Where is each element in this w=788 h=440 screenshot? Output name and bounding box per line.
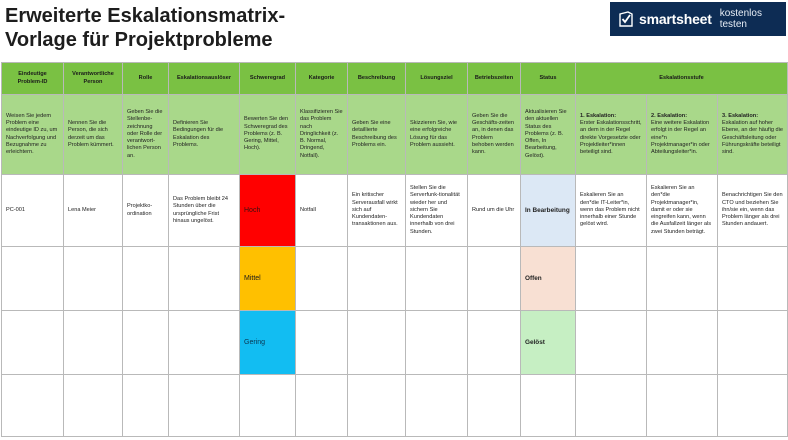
cell-id[interactable]: [2, 247, 64, 311]
col-header-description: Beschreibung: [348, 63, 406, 95]
cell-description[interactable]: [348, 311, 406, 375]
cell-hours[interactable]: [468, 311, 521, 375]
cell-category[interactable]: Notfall: [296, 175, 348, 247]
col-header-trigger: Eskalationsauslöser: [169, 63, 240, 95]
cell-level-1[interactable]: Eskalieren Sie an den*die IT-Leiter*in, wenn das Problem nicht innerhalb einer Stunde gelöst wird.: [576, 175, 647, 247]
desc-level-2-title: 2. Eskalation:: [651, 112, 688, 119]
table-row: [2, 247, 788, 311]
cell-person[interactable]: [64, 375, 123, 437]
cell-status-open[interactable]: Offen: [521, 247, 576, 311]
cell-id[interactable]: PC-001: [2, 175, 64, 247]
cell-goal[interactable]: [406, 311, 468, 375]
cell-hours[interactable]: [468, 247, 521, 311]
cell-role[interactable]: [123, 375, 169, 437]
free-trial-link[interactable]: kostenlos testen: [719, 8, 762, 30]
desc-role: Geben Sie die Stellenbe-zeichnung oder Rolle der verantwort-lichen Person an.: [123, 95, 169, 175]
desc-level-1: [576, 95, 647, 175]
col-header-category: Kategorie: [296, 63, 348, 95]
cell-description[interactable]: Ein kritischer Serverausfall wirkt sich auf Kundendaten-transaktionen aus.: [348, 175, 406, 247]
cell-person[interactable]: [64, 247, 123, 311]
cell-level-1[interactable]: [576, 375, 647, 437]
cell-hours[interactable]: [468, 375, 521, 437]
cell-severity-medium[interactable]: Mittel: [240, 247, 296, 311]
desc-hours: Geben Sie die Geschäfts-zeiten an, in denen das Problem behoben werden kann.: [468, 95, 521, 175]
cell-role[interactable]: Projektko-ordination: [123, 175, 169, 247]
cell-hours[interactable]: Rund um die Uhr: [468, 175, 521, 247]
desc-category: Klassifizieren Sie das Problem nach Dringlichkeit (z. B. Normal, Dringend, Notfall).: [296, 95, 348, 175]
desc-level-2-text: Eine weitere Eskalation erfolgt in der Regel an eine*n Projektmanager*in oder Abteilungsleiter*in.: [651, 120, 710, 155]
desc-severity: Bewerten Sie den Schweregrad des Problems (z. B. Gering, Mittel, Hoch).: [240, 95, 296, 175]
cell-category[interactable]: [296, 311, 348, 375]
desc-level-3-title: 3. Eskalation:: [722, 112, 759, 119]
desc-goal: Skizzieren Sie, wie eine erfolgreiche Lösung für das Problem aussieht.: [406, 95, 468, 175]
table-row: [2, 311, 788, 375]
cell-level-1[interactable]: [576, 247, 647, 311]
cell-trigger[interactable]: [169, 247, 240, 311]
cell-id[interactable]: [2, 311, 64, 375]
cell-person[interactable]: Lena Meier: [64, 175, 123, 247]
desc-level-3-text: Eskalation auf hoher Ebene, an der häufig die Geschäftsleitung oder Führungskräfte beteiligt sind.: [722, 120, 783, 155]
cell-severity-high[interactable]: Hoch: [240, 175, 296, 247]
cell-level-3[interactable]: [718, 311, 788, 375]
col-header-status: Status: [521, 63, 576, 95]
cell-severity-low[interactable]: Gering: [240, 311, 296, 375]
cell-trigger[interactable]: Das Problem bleibt 24 Stunden über die ursprüngliche Frist hinaus ungelöst.: [169, 175, 240, 247]
col-header-goal: Lösungsziel: [406, 63, 468, 95]
page-title-line-2: Vorlage für Projektprobleme: [5, 29, 273, 51]
col-header-role: Rolle: [123, 63, 169, 95]
col-header-severity: Schweregrad: [240, 63, 296, 95]
cell-role[interactable]: [123, 247, 169, 311]
desc-person: Nennen Sie die Person, die sich derzeit um das Problem kümmert.: [64, 95, 123, 175]
col-header-escalation-level: Eskalationsstufe: [576, 63, 788, 95]
col-header-id: Eindeutige Problem-ID: [2, 63, 64, 95]
desc-level-3: [718, 95, 788, 175]
cell-level-2[interactable]: [647, 311, 718, 375]
cell-level-1[interactable]: [576, 311, 647, 375]
cell-level-2[interactable]: Eskalieren Sie an den*die Projektmanager*in, damit er oder sie eingreifen kann, wenn die Ausfallzeit länger als zwei Stunden beträgt.: [647, 175, 718, 247]
cell-goal[interactable]: Stellen Sie die Serverfunk-tionalität wieder her und sichern Sie Kundendaten innerhalb von drei Stunden.: [406, 175, 468, 247]
cell-category[interactable]: [296, 247, 348, 311]
cell-level-3[interactable]: [718, 375, 788, 437]
description-row: [2, 95, 788, 175]
cell-id[interactable]: [2, 375, 64, 437]
desc-level-2: [647, 95, 718, 175]
cell-goal[interactable]: [406, 247, 468, 311]
desc-trigger: Definieren Sie Bedingungen für die Eskalation des Problems.: [169, 95, 240, 175]
desc-description: Geben Sie eine detaillierte Beschreibung des Problems ein.: [348, 95, 406, 175]
cell-category[interactable]: [296, 375, 348, 437]
cell-level-2[interactable]: [647, 247, 718, 311]
cell-person[interactable]: [64, 311, 123, 375]
table-row: [2, 175, 788, 247]
cell-description[interactable]: [348, 375, 406, 437]
smartsheet-trial-banner[interactable]: [610, 2, 786, 36]
cell-level-2[interactable]: [647, 375, 718, 437]
header-row: [2, 63, 788, 95]
cell-status[interactable]: [521, 375, 576, 437]
smartsheet-check-icon: [619, 11, 633, 27]
desc-status: Aktualisieren Sie den aktuellen Status des Problems (z. B. Offen, In Bearbeitung, Gelöst).: [521, 95, 576, 175]
desc-id: Weisen Sie jedem Problem eine eindeutige ID zu, um Nachverfolgung und Bezugnahme zu erleichtern.: [2, 95, 64, 175]
cell-description[interactable]: [348, 247, 406, 311]
cell-status-solved[interactable]: Gelöst: [521, 311, 576, 375]
cell-level-3[interactable]: [718, 247, 788, 311]
desc-level-1-text: Erster Eskalationsschritt, an dem in der Regel direkte Vorgesetzte oder Projektleiter*innen beteiligt sind.: [580, 120, 642, 155]
brand-name: smartsheet: [639, 11, 712, 27]
cell-goal[interactable]: [406, 375, 468, 437]
cell-trigger[interactable]: [169, 375, 240, 437]
col-header-person: Verantwortliche Person: [64, 63, 123, 95]
table-row: [2, 375, 788, 437]
page-title: [5, 4, 425, 52]
col-header-hours: Betriebszeiten: [468, 63, 521, 95]
cell-role[interactable]: [123, 311, 169, 375]
cell-trigger[interactable]: [169, 311, 240, 375]
cell-status-in-progress[interactable]: In Bearbeitung: [521, 175, 576, 247]
cell-level-3[interactable]: Benachrichtigen Sie den CTO und beziehen Sie ihn/sie ein, wenn das Problem länger als drei Stunden andauert.: [718, 175, 788, 247]
desc-level-1-title: 1. Eskalation:: [580, 112, 617, 119]
escalation-matrix-table: [1, 62, 788, 437]
page-title-line-1: Erweiterte Eskalationsmatrix-: [5, 5, 286, 27]
cell-severity[interactable]: [240, 375, 296, 437]
